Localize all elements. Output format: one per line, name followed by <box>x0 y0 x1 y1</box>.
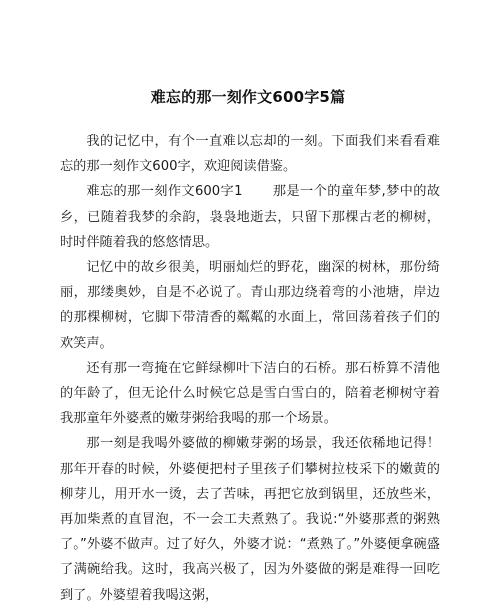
document-body <box>60 129 440 608</box>
paragraph-intro <box>60 129 440 179</box>
document-title: 难忘的那一刻作文600字5篇 <box>150 88 346 106</box>
paragraph-text: 那一刻是我喝外婆做的柳嫩芽粥的场景，我还依稀地记得！那年开春的时候，外婆便把村子里孩子们攀树拉枝采下的嫩黄的柳芽儿，用开水一烫，去了苦味，再把它放到锅里，还放些米，再加柴煮的直冒泡，不一会工夫煮熟了。我说:“外婆那煮的粥熟了。”外婆不做声。过了好久，外婆才说：“煮熟了。”外婆便拿碗盛了满碗给我。这时，我高兴极了，因为外婆做的粥是难得一回吃到了。外婆望着我喝这粥， <box>60 436 440 603</box>
paragraph-text: 记忆中的故乡很美，明丽灿烂的野花，幽深的树林，那份绮丽，那缕奥妙，自是不必说了。青山那边绕着弯的小池塘，岸边的那棵柳树，它脚下带清香的粼粼的水面上，常回荡着孩子们的欢笑声。 <box>60 260 440 351</box>
paragraph-hometown <box>60 255 440 356</box>
paragraph-essay-1-start <box>60 179 440 255</box>
paragraph-text: 还有那一弯掩在它鲜绿柳叶下洁白的石桥。那石桥算不清他的年龄了，但无论什么时候它总是雪白雪白的，陪着老柳树守着我那童年外婆煮的嫩芽粥给我喝的那一个场景。 <box>60 360 440 427</box>
essay-heading: 难忘的那一刻作文600字1 <box>86 184 243 200</box>
paragraph-text: 我的记忆中，有个一直难以忘却的一刻。下面我们来看看难忘的那一刻作文600字，欢迎阅读借鉴。 <box>60 134 440 175</box>
paragraph-text: 那是一个的童年梦,梦中的故乡，已随着我梦的余韵，袅袅地逝去，只留下那棵古老的柳树，时时伴随着我的悠悠情思。 <box>60 184 440 250</box>
paragraph-stone-bridge <box>60 356 440 432</box>
paragraph-willow-porridge <box>60 431 440 607</box>
